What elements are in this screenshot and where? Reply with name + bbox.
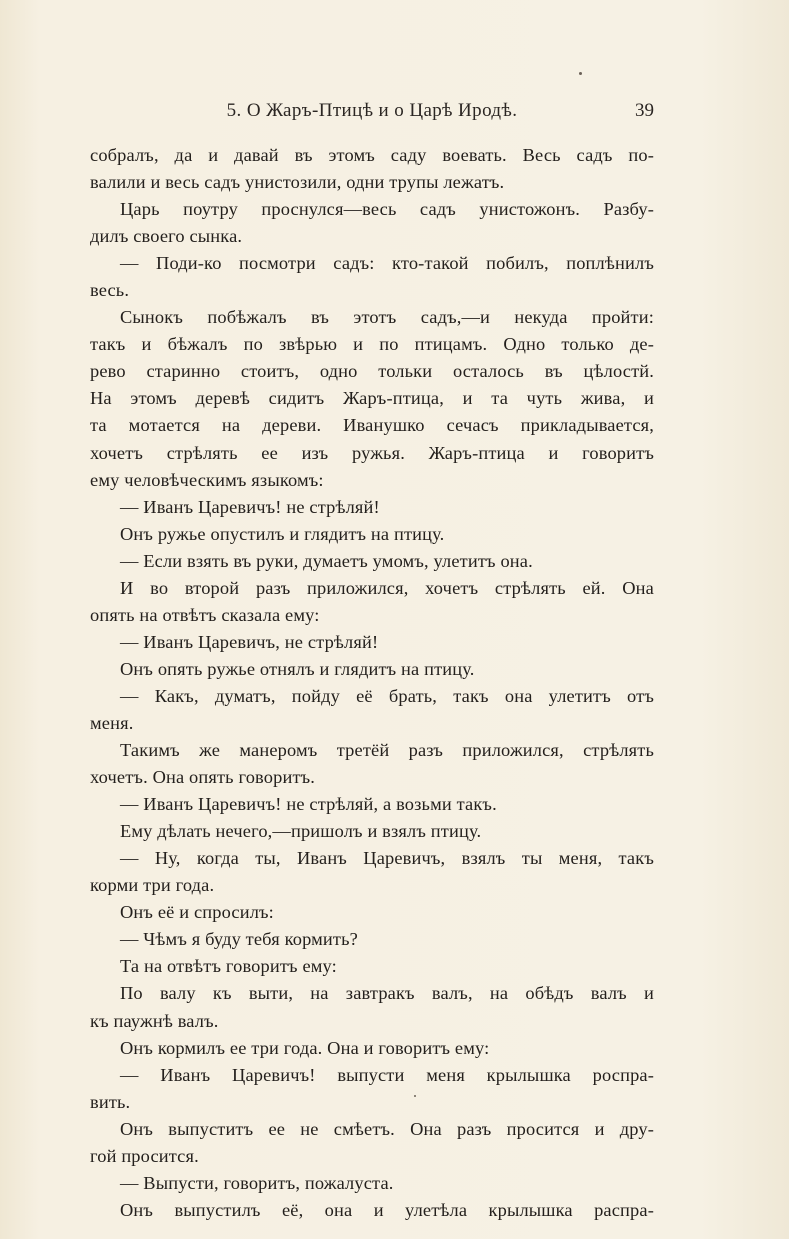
text-line: — Иванъ Царевичъ! не стрѣляй, а возьми такъ. — [120, 794, 497, 815]
text-line: корми три года. — [90, 875, 215, 896]
text-line: собралъ, да и давай въ этомъ саду воевать. Весь садъ по- — [90, 145, 654, 165]
text-line: — Ну, когда ты, Иванъ Царевичъ, взялъ ты меня, такъ — [120, 848, 654, 869]
text-line: та мотается на дереви. Иванушко сечасъ прикладывается, — [90, 415, 654, 436]
text-line: На этомъ деревѣ сидитъ Жаръ-птица, и та чуть жива, и — [90, 388, 654, 409]
running-title: 5. О Жаръ-Птицѣ и о Царѣ Иродѣ. — [226, 100, 518, 121]
text-line: валили и весь садъ унистозили, одни трупы лежатъ. — [90, 172, 505, 193]
text-line: Такимъ же манеромъ третёй разъ приложился, стрѣлять — [120, 740, 654, 761]
text-line: Та на отвѣтъ говоритъ ему: — [120, 956, 337, 977]
text-line: весь. — [90, 280, 130, 301]
text-line: Онъ кормилъ ее три года. Она и говоритъ ему: — [120, 1037, 490, 1058]
text-line: Онъ выпустилъ её, она и улетѣла крылышка распра- — [120, 1199, 654, 1220]
body-text — [90, 142, 654, 1224]
text-line: Онъ выпуститъ ее не смѣетъ. Она разъ просится и дру- — [120, 1118, 654, 1139]
text-line: — Иванъ Царевичъ! выпусти меня крылышка роспра- — [120, 1064, 654, 1085]
text-line: хочетъ. Она опять говоритъ. — [90, 767, 316, 788]
text-line: И во второй разъ приложился, хочетъ стрѣлять ей. Она — [120, 577, 654, 598]
text-line: — Выпусти, говоритъ, пожалуста. — [120, 1172, 394, 1193]
text-line: Ему дѣлать нечего,—пришолъ и взялъ птицу. — [120, 821, 482, 842]
text-line: ему человѣческимъ языкомъ: — [90, 469, 324, 490]
text-line: опять на отвѣтъ сказала ему: — [90, 604, 320, 625]
ink-speck — [414, 1095, 416, 1097]
page-number: 39 — [635, 100, 654, 121]
ink-speck — [579, 72, 582, 75]
text-line: Онъ её и спросилъ: — [120, 902, 274, 923]
text-line: — Поди-ко посмотри садъ: кто-такой побилъ, поплѣнилъ — [120, 253, 654, 274]
text-line: Онъ опять ружье отнялъ и глядитъ на птицу. — [120, 658, 475, 679]
text-line: — Иванъ Царевичъ! не стрѣляй! — [120, 496, 380, 517]
text-line: гой просится. — [90, 1145, 199, 1166]
text-line: дилъ своего сынка. — [90, 226, 243, 247]
text-line: вить. — [90, 1091, 131, 1112]
text-line: Царь поутру проснулся—весь садъ унистожонъ. Разбу- — [120, 199, 654, 220]
text-line: такъ и бѣжалъ по звѣрью и по птицамъ. Одно только де- — [90, 334, 654, 355]
text-line: рево старинно стоитъ, одно тольки осталось въ цѣлостй. — [90, 361, 654, 382]
text-line: меня. — [90, 712, 134, 733]
text-line: хочетъ стрѣлять ее изъ ружья. Жаръ-птица и говоритъ — [90, 442, 654, 463]
text-line: Сынокъ побѣжалъ въ этотъ садъ,—и некуда пройти: — [120, 307, 654, 328]
text-line: къ паужнѣ валъ. — [90, 1010, 219, 1031]
text-line: — Если взять въ руки, думаетъ умомъ, улетитъ она. — [120, 550, 533, 571]
text-line: — Чѣмъ я буду тебя кормить? — [120, 929, 358, 950]
page-header — [90, 100, 654, 130]
text-line: По валу къ выти, на завтракъ валъ, на обѣдъ валъ и — [120, 983, 654, 1004]
text-line: — Какъ, думатъ, пойду её брать, такъ она улетитъ отъ — [120, 685, 654, 706]
text-line: Онъ ружье опустилъ и глядитъ на птицу. — [120, 523, 445, 544]
text-line: — Иванъ Царевичъ, не стрѣляй! — [120, 631, 379, 652]
